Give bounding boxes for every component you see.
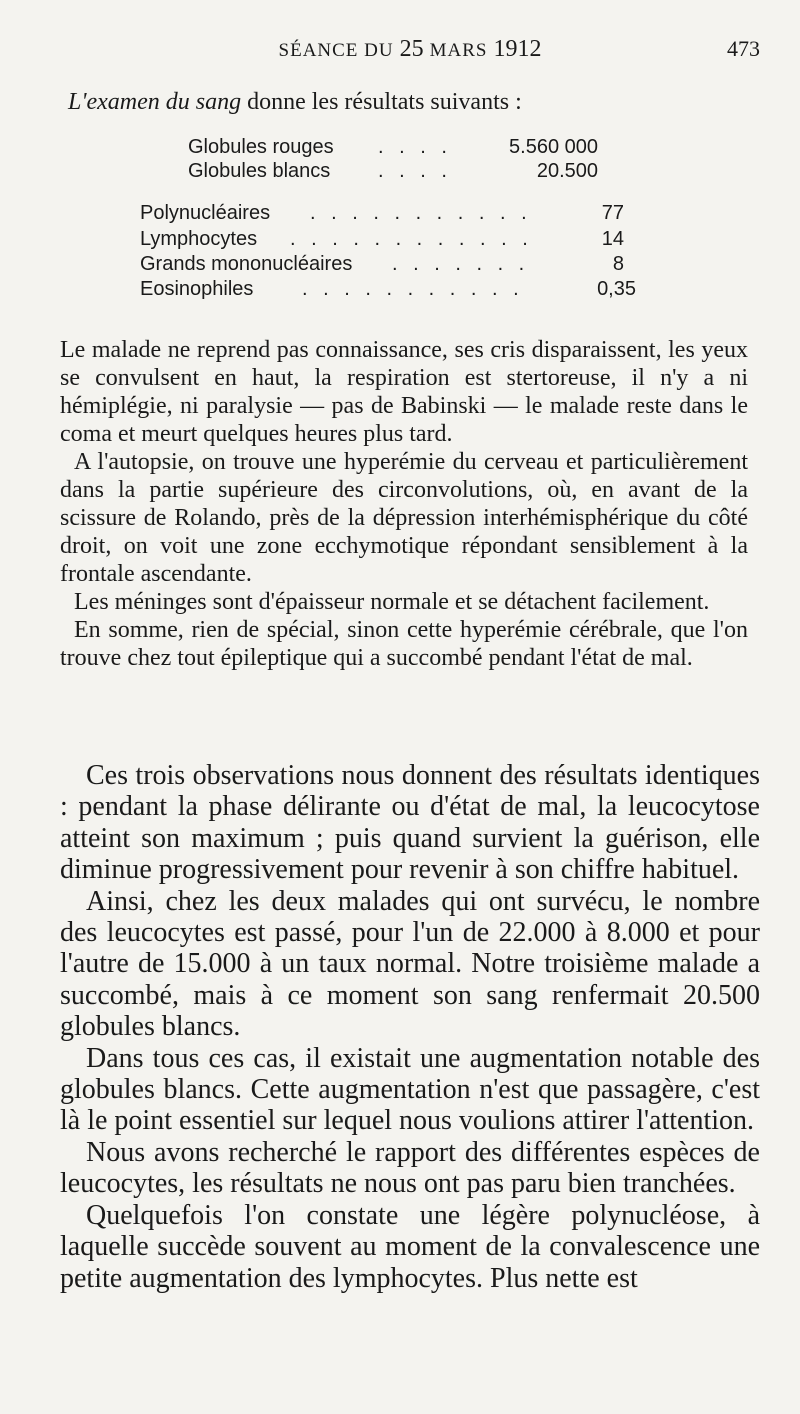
leader-dots: . . . . [378,136,452,158]
blood-result-value: 0,35 [597,278,636,300]
body-paragraph: Dans tous ces cas, il existait une augmentation notable des globules blancs. Cette augmentation n'est que passagère, c'est là le point essentiel sur lequel nous voulions attirer l'attention. [60,1042,760,1137]
leader-dots: . . . . [378,160,452,182]
running-header [60,36,760,70]
header-seance: SÉANCE DU [278,40,394,61]
header-title [60,36,760,63]
blood-result-row [0,228,800,252]
blood-result-label: Globules blancs [188,160,331,182]
blood-exam-intro [68,88,760,116]
intro-italic: L'examen du sang [68,89,242,115]
discussion-text [60,760,760,1294]
narrative-paragraph: A l'autopsie, on trouve une hyperémie du cerveau et particulièrement dans la partie supérieure des circonvolutions, où, en avant de la scissure de Rolando, près de la dépression interhémisphérique du côté droit, on voit une zone ecchymotique répondant sensiblement à la frontale ascendante. [60,449,748,587]
blood-result-label: Globules rouges [188,136,334,158]
header-day: 25 [399,36,424,62]
leader-dots: . . . . . . . . . . . [302,278,524,300]
leader-dots: . . . . . . . [392,253,530,275]
blood-result-row [0,253,800,277]
blood-result-row [0,202,800,226]
body-paragraph: Ces trois observations nous donnent des résultats identiques : pendant la phase délirante ou d'état de mal, la leucocytose atteint son maximum ; puis quand survient la guérison, elle diminue progressivement pour revenir à son chiffre habituel. [60,760,760,886]
narrative-paragraph: En somme, rien de spécial, sinon cette hyperémie cérébrale, que l'on trouve chez tout épileptique qui a succombé pendant l'état de mal. [60,617,748,671]
body-paragraph: Ainsi, chez les deux malades qui ont survécu, le nombre des leucocytes est passé, pour l'un de 22.000 à 8.000 et pour l'autre de 15.000 à un taux normal. Notre troisième malade a succombé, mais à ce moment son sang renfermait 20.500 globules blancs. [60,885,760,1043]
body-paragraph: Nous avons recherché le rapport des différentes espèces de leucocytes, les résultats ne nous ont pas paru bien tranchées. [60,1136,760,1200]
blood-result-value: 8 [612,253,624,275]
blood-result-value: 77 [601,202,624,224]
header-month: MARS [429,40,488,61]
narrative-paragraph: Les méninges sont d'épaisseur normale et se détachent facilement. [74,589,710,615]
blood-result-label: Lymphocytes [140,228,258,250]
blood-result-value: 5.560 000 [509,136,598,158]
header-year: 1912 [493,36,542,62]
case-narrative [60,336,748,672]
body-paragraph: Quelquefois l'on constate une légère polynucléose, à laquelle succède souvent au moment de la convalescence une petite augmentation des lymphocytes. Plus nette est [60,1199,760,1294]
blood-result-label: Grands mononucléaires [140,253,353,275]
intro-rest: donne les résultats suivants : [241,89,522,115]
page-number: 473 [727,36,760,61]
blood-result-value: 20.500 [536,160,598,182]
leader-dots: . . . . . . . . . . . [310,202,532,224]
blood-result-row [0,136,800,160]
blood-result-row [0,278,800,302]
blood-result-label: Eosinophiles [140,278,254,300]
narrative-paragraph: Le malade ne reprend pas connaissance, ses cris disparaissent, les yeux se convulsent en haut, la respiration est stertoreuse, il n'y a ni hémiplégie, ni paralysie — pas de Babinski — le malade reste dans le coma et meurt quelques heures plus tard. [60,337,748,447]
blood-result-row [0,160,800,184]
leader-dots: . . . . . . . . . . . . [290,228,533,250]
blood-result-value: 14 [601,228,624,250]
blood-result-label: Polynucléaires [140,202,271,224]
